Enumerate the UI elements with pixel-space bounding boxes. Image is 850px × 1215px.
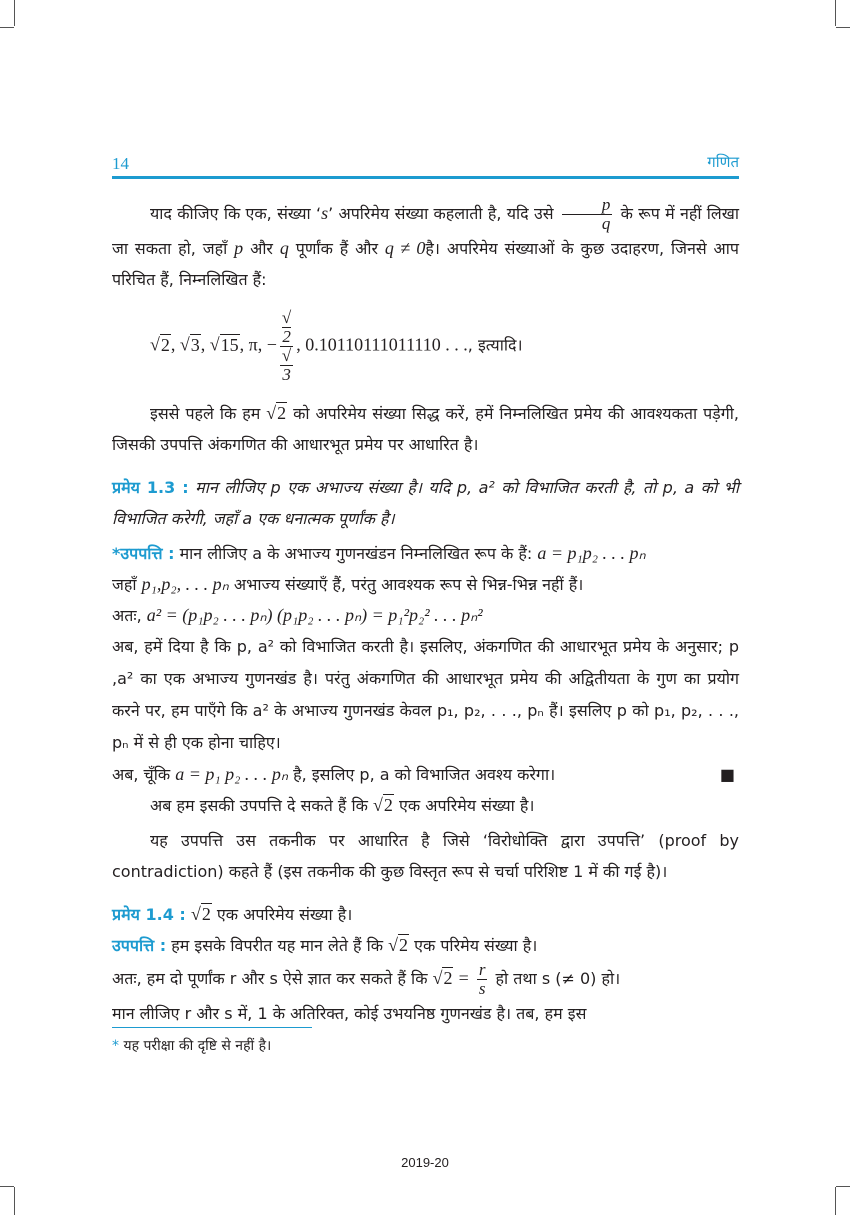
lead-paragraph: इससे पहले कि हम √2 को अपरिमेय संख्या सिद्ध करें, हमें निम्नलिखित प्रमेय की आवश्यकता पड़ेगी, जिसकी उपपत्ति अंकगणित की आधारभूत प्रमेय पर आधारित है। (112, 403, 739, 454)
intro-paragraph: याद कीजिए कि एक, संख्या ‘s’ अपरिमेय संख्या कहलाती है, यदि उसे $\frac{p}{q}$ के रूप में नहीं लिखा जा सकता हो, जहाँ p और q पूर्णांक हैं और q ≠ 0है। अपरिमेय संख्याओं के कुछ उदाहरण, जिनसे आप परिचित हैं, निम्नलिखित हैं: (112, 195, 739, 289)
header-rule (112, 176, 739, 179)
proof-1-3: *उपपत्ति : मान लीजिए a के अभाज्य गुणनखंडन निम्नलिखित रूप के हैं: a = p₁p₂ . . . pₙ जहाँ p₁,p₂, . . . pₙ अभाज्य संख्याएँ हैं, परंतु आवश्यक रूप से भिन्न-भिन्न नहीं हैं। अतः, a² = (p₁p₂ . . . pₙ) (p₁p₂ . . . pₙ) = p₁²p₂² . . . pₙ² (112, 543, 646, 625)
page-body (112, 196, 739, 1029)
edition-year: 2019-20 (401, 1155, 449, 1170)
transition-paragraph: अब हम इसकी उपपत्ति दे सकते हैं कि √2 एक अपरिमेय संख्या है। (150, 795, 535, 815)
proof-body: अब, हमें दिया है कि p, a² को विभाजित करती है। इसलिए, अंकगणित की आधारभूत प्रमेय के अनुसार; p ,a² का एक अभाज्य गुणनखंड है। परंतु अंकगणित की आधारभूत प्रमेय की अद्वितीयता के गुण का प्रयोग करने पर, हम पाएँगे कि a² के अभाज्य गुणनखंड केवल p₁, p₂, . . ., pₙ हैं। इसलिए p को p₁, p₂, . . ., pₙ में से ही एक होना चाहिए। (112, 637, 739, 752)
crop-mark (0, 27, 14, 28)
page-number: 14 (112, 154, 129, 173)
theorem-1-4: प्रमेय 1.4 : √2 एक अपरिमेय संख्या है। (112, 904, 353, 924)
page-header (112, 150, 739, 176)
proof-label: उपपत्ति : (112, 936, 167, 955)
fraction-r-over-s: $\frac{r}{s}$ (478, 960, 486, 998)
crop-mark (14, 0, 15, 26)
fraction-p-over-q: $\frac{p}{q}$ (562, 196, 613, 233)
crop-mark (0, 1186, 14, 1187)
proof-1-4: उपपत्ति : हम इसके विपरीत यह मान लेते हैं कि √2 एक परिमेय संख्या है। अतः, हम दो पूर्णांक r और s ऐसे ज्ञात कर सकते हैं कि √2 = $\frac{r}{s}$ हो तथा s (≠ 0) हो। मान लीजिए r और s में, 1 के अतिरिक्त, कोई उभयनिष्ठ गुणनखंड है। तब, हम इस (112, 935, 621, 1023)
crop-mark (835, 1187, 836, 1215)
irrational-examples: √2, √3, √15, π, − √ 2 √ 3 , 0.10110111011110 . . ., इत्यादि। (150, 308, 523, 384)
theorem-label: प्रमेय 1.4 : (112, 905, 186, 924)
footnote: * यह परीक्षा की दृष्टि से नहीं है। (112, 1038, 272, 1054)
crop-mark (14, 1187, 15, 1215)
proof-label: *उपपत्ति : (112, 544, 175, 563)
crop-mark (836, 27, 850, 28)
contradiction-paragraph: यह उपपत्ति उस तकनीक पर आधारित है जिसे ‘विरोधोक्ति द्वारा उपपत्ति’ (proof by contradiction) कहते हैं (इस तकनीक की कुछ विस्तृत रूप से चर्चा परिशिष्ट 1 में की गई है)। (112, 831, 739, 881)
theorem-1-3: प्रमेय 1.3 : मान लीजिए p एक अभाज्य संख्या है। यदि p, a² को विभाजित करती है, तो p, a को भी विभाजित करेगी, जहाँ a एक धनात्मक पूर्णांक है। (112, 478, 739, 528)
qed-mark: ■ (719, 765, 735, 784)
proof-conclusion: अब, चूँकि a = p₁ p₂ . . . pₙ है, इसलिए p, a को विभाजित अवश्य करेगा। ■ (112, 759, 739, 790)
running-title: गणित (707, 153, 739, 171)
theorem-label: प्रमेय 1.3 : (112, 478, 189, 497)
crop-mark (835, 0, 836, 26)
footnote-rule (112, 1027, 312, 1028)
fraction-root2-over-root3: √ 2 √ 3 (281, 308, 292, 384)
crop-mark (836, 1186, 850, 1187)
